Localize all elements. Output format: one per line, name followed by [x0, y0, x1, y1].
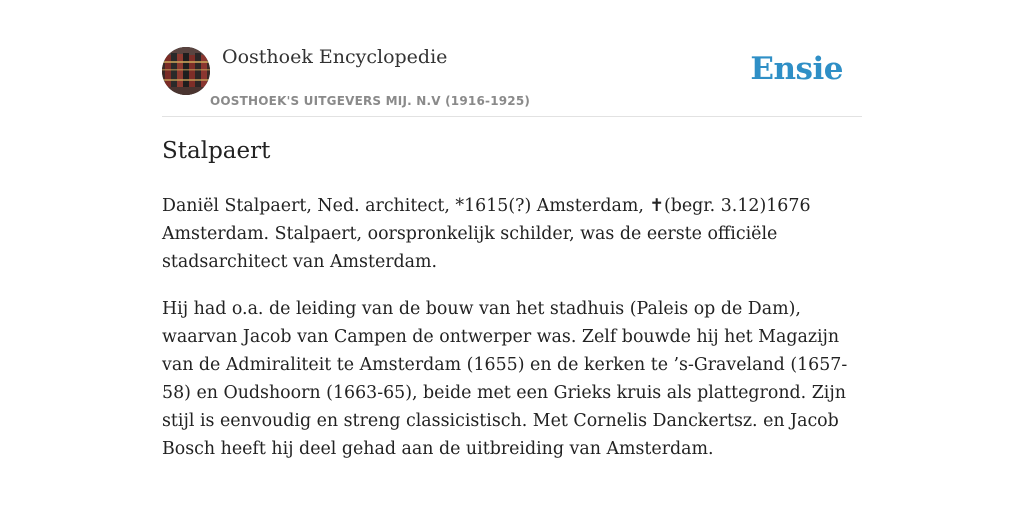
bookshelf-avatar-icon	[162, 47, 210, 95]
source-avatar[interactable]	[162, 47, 210, 95]
article-title: Stalpaert	[162, 138, 271, 164]
ensie-logo[interactable]: Ensie	[750, 51, 843, 87]
source-header	[162, 44, 862, 117]
source-title[interactable]: Oosthoek Encyclopedie	[222, 46, 448, 68]
article-paragraph: Hij had o.a. de leiding van de bouw van het stadhuis (Paleis op de Dam), waarvan Jacob van Campen de ontwerper was. Zelf bouwde hij het Magazijn van de Admiraliteit te Amsterdam (1655) en de kerken te ’s-Graveland (1657-58) en Oudshoorn (1663-65), beide met een Grieks kruis als plattegrond. Zijn stijl is eenvoudig en streng classicistisch. Met Cornelis Danckertsz. en Jacob Bosch heeft hij deel gehad aan de uitbreiding van Amsterdam.	[162, 299, 848, 459]
article-body	[162, 192, 862, 482]
article-paragraph: Daniël Stalpaert, Ned. architect, *1615(?) Amsterdam, ✝(begr. 3.12)1676 Amsterdam. Stalpaert, oorspronkelijk schilder, was de eerste officiële stadsarchitect van Amsterdam.	[162, 196, 811, 272]
publisher-label: OOSTHOEK'S UITGEVERS MIJ. N.V (1916-1925)	[210, 94, 531, 108]
